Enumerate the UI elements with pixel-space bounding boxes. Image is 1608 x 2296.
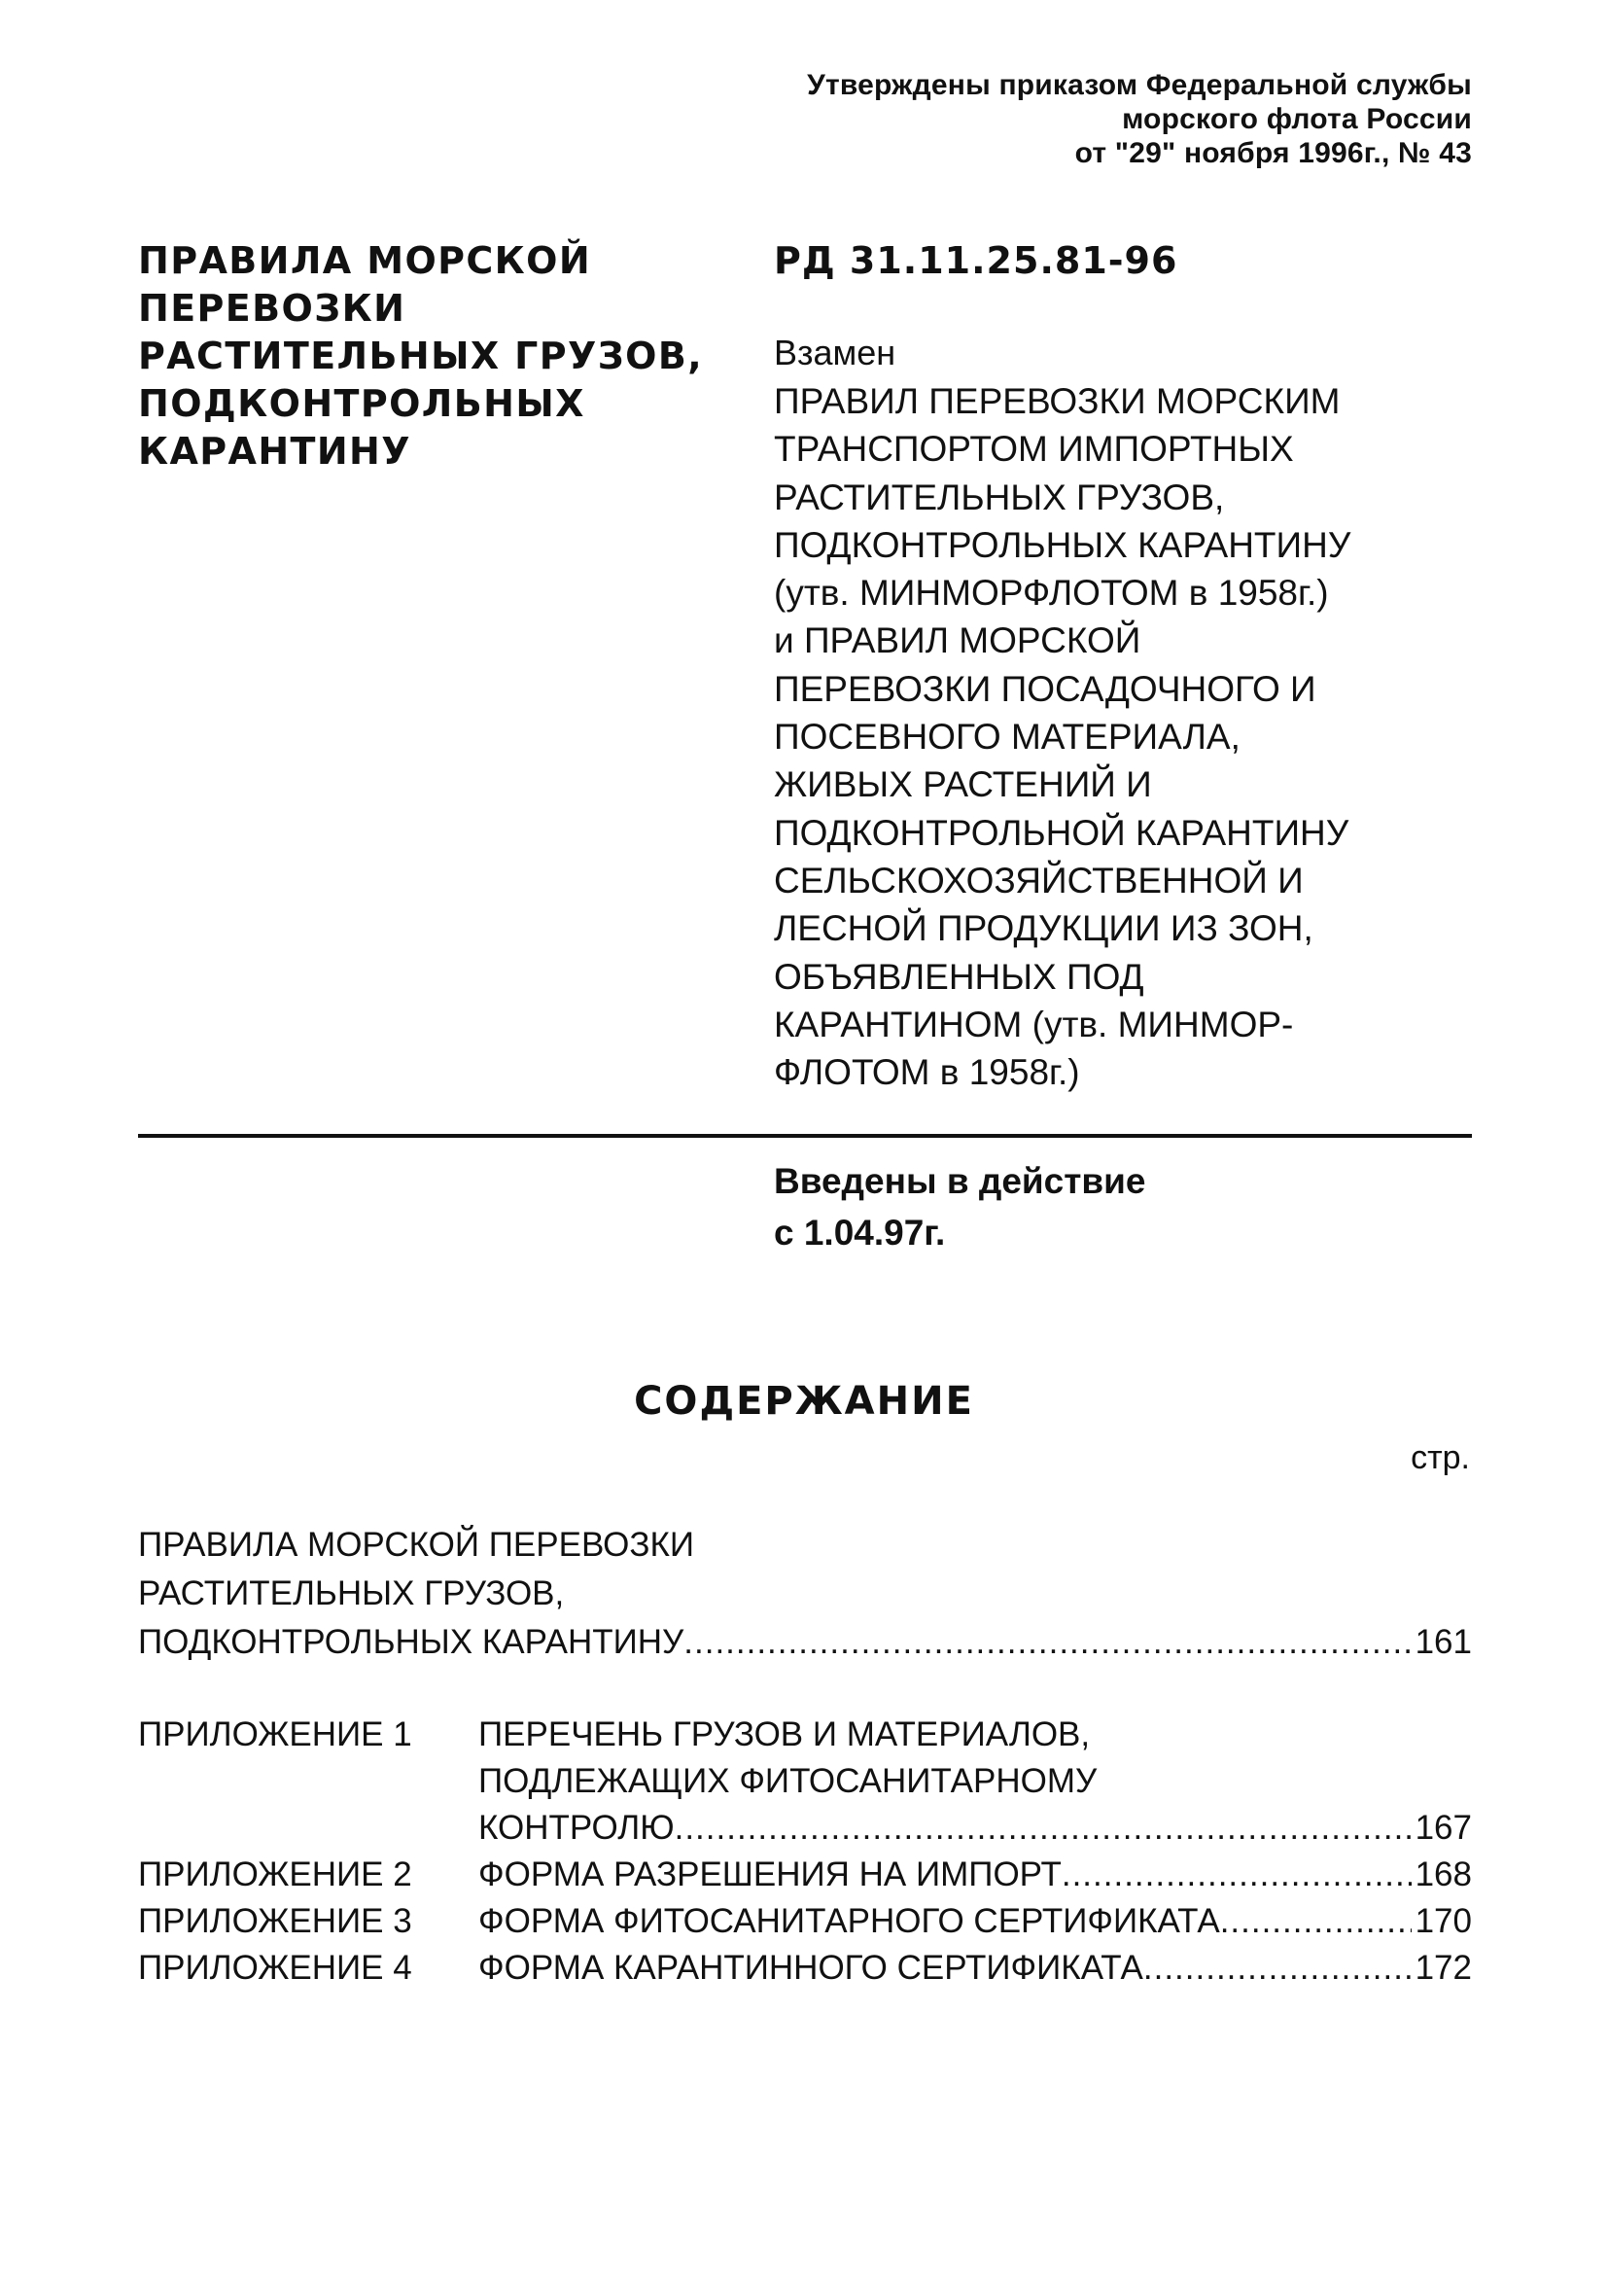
toc-page-number: 161: [1415, 1623, 1472, 1661]
approval-line: от "29" ноября 1996г., № 43: [1074, 137, 1472, 169]
toc-page-number: 170: [1415, 1902, 1472, 1940]
toc-leader-line: [478, 1945, 1472, 1992]
horizontal-rule: [138, 1134, 1472, 1138]
toc-entry-appendix-1[interactable]: [138, 1712, 1472, 1852]
replaces-line: (утв. МИНМОРФЛОТОМ в 1958г.): [774, 573, 1329, 614]
toc-line: РАСТИТЕЛЬНЫХ ГРУЗОВ,: [138, 1574, 565, 1612]
title-line: ПЕРЕВОЗКИ: [138, 287, 406, 330]
toc-page-number: 172: [1415, 1949, 1472, 1987]
toc-appendices: [138, 1712, 1472, 1992]
toc-page-number: 167: [1415, 1809, 1472, 1847]
approval-line: морского флота России: [1122, 103, 1472, 135]
dot-leader: [1143, 1945, 1412, 1986]
document-info: [774, 237, 1474, 1096]
contents-heading: СОДЕРЖАНИЕ: [634, 1379, 974, 1424]
appendix-line: КОНТРОЛЮ: [478, 1809, 675, 1847]
toc-leader-line: [478, 1898, 1472, 1945]
toc-leader-line: [478, 1852, 1472, 1898]
toc-page-number: 168: [1415, 1855, 1472, 1893]
title-line: РАСТИТЕЛЬНЫХ ГРУЗОВ,: [138, 335, 704, 377]
effective-date: [774, 1155, 1145, 1258]
toc-leader-line: [138, 1618, 1472, 1667]
toc-entry-appendix-2[interactable]: [138, 1852, 1472, 1898]
toc-line: ПОДКОНТРОЛЬНЫХ КАРАНТИНУ: [138, 1623, 684, 1661]
appendix-line: ФОРМА ФИТОСАНИТАРНОГО СЕРТИФИКАТА: [478, 1902, 1220, 1940]
toc-entry-appendix-4[interactable]: [138, 1945, 1472, 1992]
title-line: КАРАНТИНУ: [138, 430, 411, 473]
appendix-line: ФОРМА КАРАНТИННОГО СЕРТИФИКАТА: [478, 1949, 1143, 1987]
document-title: [138, 237, 741, 476]
replaces-line: ПЕРЕВОЗКИ ПОСАДОЧНОГО И: [774, 668, 1316, 709]
replaces-line: ОБЪЯВЛЕННЫХ ПОД: [774, 956, 1144, 997]
replaces-label: Взамен: [774, 333, 896, 372]
appendix-label: ПРИЛОЖЕНИЕ 1: [138, 1715, 412, 1753]
replaces-line: ПОДКОНТРОЛЬНОЙ КАРАНТИНУ: [774, 812, 1349, 853]
replaces-line: КАРАНТИНОМ (утв. МИНМОР-: [774, 1004, 1294, 1044]
appendix-label: ПРИЛОЖЕНИЕ 4: [138, 1949, 412, 1987]
title-line: ПРАВИЛА МОРСКОЙ: [138, 239, 592, 282]
replaces-line: СЕЛЬСКОХОЗЯЙСТВЕННОЙ И: [774, 860, 1304, 901]
replaces-text: [774, 377, 1474, 1096]
replaces-line: ТРАНСПОРТОМ ИМПОРТНЫХ: [774, 429, 1294, 470]
appendix-title: [478, 1852, 1472, 1898]
replaces-line: ПОСЕВНОГО МАТЕРИАЛА,: [774, 717, 1241, 758]
replaces-line: ФЛОТОМ в 1958г.): [774, 1052, 1080, 1093]
appendix-label: ПРИЛОЖЕНИЕ 3: [138, 1902, 412, 1940]
replaces-line: ЖИВЫХ РАСТЕНИЙ И: [774, 764, 1152, 805]
document-code: РД 31.11.25.81-96: [774, 239, 1178, 282]
replaces-line: ПОДКОНТРОЛЬНЫХ КАРАНТИНУ: [774, 524, 1351, 565]
title-line: ПОДКОНТРОЛЬНЫХ: [138, 382, 585, 425]
appendix-line: ФОРМА РАЗРЕШЕНИЯ НА ИМПОРТ: [478, 1855, 1062, 1893]
dot-leader: [1220, 1898, 1412, 1939]
effective-line: с 1.04.97г.: [774, 1213, 946, 1253]
appendix-title: [478, 1712, 1472, 1852]
dot-leader: [683, 1618, 1411, 1659]
appendix-title: [478, 1898, 1472, 1945]
replaces-line: РАСТИТЕЛЬНЫХ ГРУЗОВ,: [774, 477, 1225, 517]
approval-line: Утверждены приказом Федеральной службы: [807, 69, 1472, 101]
page-column-label: стр.: [1411, 1439, 1470, 1476]
effective-line: Введены в действие: [774, 1161, 1146, 1201]
dot-leader: [675, 1805, 1412, 1846]
appendix-line: ПОДЛЕЖАЩИХ ФИТОСАНИТАРНОМУ: [478, 1762, 1098, 1800]
toc-entry-rules[interactable]: [138, 1521, 1472, 1667]
appendix-label: ПРИЛОЖЕНИЕ 2: [138, 1855, 412, 1893]
appendix-line: ПЕРЕЧЕНЬ ГРУЗОВ И МАТЕРИАЛОВ,: [478, 1715, 1091, 1753]
toc-line: ПРАВИЛА МОРСКОЙ ПЕРЕВОЗКИ: [138, 1526, 695, 1564]
replaces-line: и ПРАВИЛ МОРСКОЙ: [774, 620, 1141, 661]
replaces-line: ПРАВИЛ ПЕРЕВОЗКИ МОРСКИМ: [774, 381, 1341, 421]
toc-entry-appendix-3[interactable]: [138, 1898, 1472, 1945]
approval-note: [807, 68, 1472, 170]
toc-leader-line: [478, 1805, 1472, 1852]
dot-leader: [1062, 1852, 1412, 1892]
replaces-line: ЛЕСНОЙ ПРОДУКЦИИ ИЗ ЗОН,: [774, 908, 1313, 949]
appendix-title: [478, 1945, 1472, 1992]
